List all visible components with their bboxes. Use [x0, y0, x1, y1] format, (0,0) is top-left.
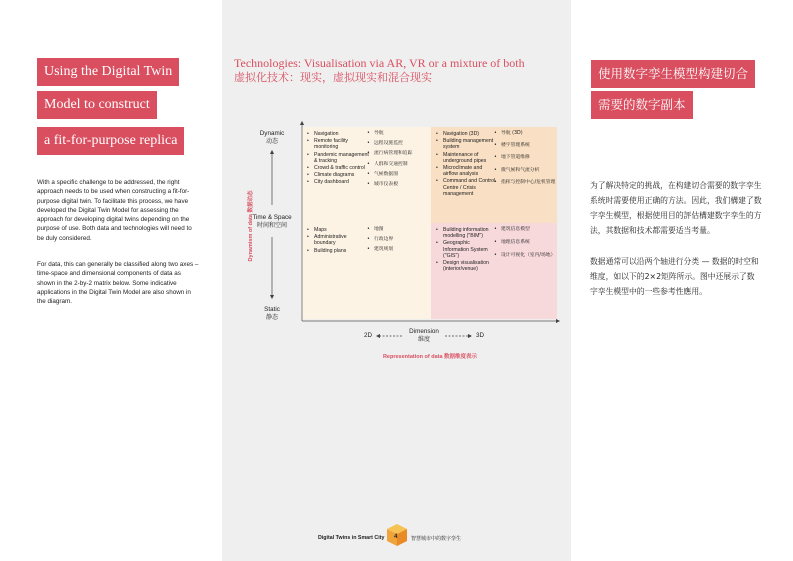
footer-right-text: 智慧城市中的数字孪生 — [411, 536, 462, 542]
list-item: • Navigation — [307, 131, 369, 137]
list-tl-cn — [367, 131, 429, 189]
list-item: • 导航 — [367, 131, 429, 137]
list-item: • 气候数据图 — [367, 172, 429, 178]
list-bl-en — [307, 227, 369, 255]
page-cube-icon — [386, 523, 408, 547]
list-item: • City dashboard — [307, 179, 369, 185]
list-tr-en — [436, 131, 496, 198]
right-paragraph-1: 为了解决特定的挑战，在构建切合需要的数字孪生系统时需要使用正确的方法。因此，我们構建了数字孪生模型，根据使用目的評估構建数字孪生的方法，其数据和技术都需要适当考量。 — [590, 181, 762, 235]
list-tr-cn — [494, 131, 556, 187]
list-item: • 流行病管理和追踪 — [367, 151, 429, 157]
list-item: • Navigation (3D) — [436, 131, 496, 137]
left-title-line-1: Using the Digital Twin — [37, 58, 179, 86]
list-item: • Maps — [307, 227, 369, 233]
list-item: • Climate diagrams — [307, 172, 369, 178]
list-item: • Building plans — [307, 248, 369, 254]
list-item: • Command and Control Centre / Crisis management — [436, 178, 496, 197]
list-item: • Administrative boundary — [307, 234, 369, 246]
list-item: • 远程设施监控 — [367, 141, 429, 147]
list-item: • 地理信息系统 — [494, 240, 556, 246]
page-number: 4 — [394, 534, 398, 540]
x-axis-title: Representation of data 数据维度表示 — [382, 354, 478, 360]
list-item: • 导航 (3D) — [494, 131, 556, 137]
right-title-line-2: 需要的数字副本 — [591, 91, 693, 119]
list-item: • Microclimate and airflow analysis — [436, 165, 496, 177]
y-mid-label: Time & Space 时间和空间 — [252, 214, 292, 229]
list-item: • Building information modelling ("BIM") — [436, 227, 496, 239]
list-bl-cn — [367, 227, 429, 255]
list-br-en — [436, 227, 496, 273]
list-item: • Maintenance of underground pipes — [436, 152, 496, 164]
y-bottom-label: Static 静态 — [264, 306, 280, 321]
list-item: • Design visualisation (interior/venue) — [436, 260, 496, 272]
list-item: • 微气候和气流分析 — [494, 168, 556, 174]
list-item: • 行政边界 — [367, 237, 429, 243]
list-tl-en — [307, 131, 369, 187]
left-title-line-3: a fit-for-purpose replica — [37, 127, 184, 155]
list-item: • 地图 — [367, 227, 429, 233]
list-item: • 设计可视化（室内/场地） — [494, 253, 556, 259]
middle-title-cn: 虚拟化技术：现实，虚拟现实和混合现实 — [234, 71, 432, 84]
list-item: • 建筑规划 — [367, 247, 429, 253]
x-center-label: Dimension 维度 — [409, 328, 439, 343]
y-top-label: Dynamic 动态 — [259, 130, 285, 145]
x-left-label: 2D — [363, 332, 373, 339]
middle-title-en: Technologies: Visualisation via AR, VR or a mixture of both — [234, 56, 525, 70]
right-paragraph-2: 数据通常可以沿两个轴进行分类 — 数据的时空和维度，如以下的2×2矩阵所示。图中还展示了数字孪生模型中的一些参考性應用。 — [590, 257, 759, 296]
left-paragraph-1: With a specific challenge to be addressed, the right approach needs to be used when constructing a fit-for-purpose digital twin. To facilitate this process, we have developed the Digital Twin Model for assessing the approach for developing digital twins depending on the purpose of use. Both data and technologies will need to be duly considered. — [37, 179, 192, 242]
list-item: • 城市仪表板 — [367, 182, 429, 188]
list-item: • Pandemic management & tracking — [307, 152, 369, 164]
list-item: • 建筑信息模型 — [494, 227, 556, 233]
list-br-cn — [494, 227, 556, 261]
y-axis-title: Dynamism of data 数据动态 — [248, 190, 254, 262]
list-item: • 人群和交通控制 — [367, 162, 429, 168]
list-item: • Geographic Information System ("GIS") — [436, 240, 496, 259]
left-paragraph-2: For data, this can generally be classified along two axes – time-space and dimensional components of data as shown in the 2-by-2 matrix below. Some indicative applications in the Digital Twin Model are also shown in the diagram. — [37, 261, 199, 306]
list-item: • 地下管道维修 — [494, 155, 556, 161]
right-title-line-1: 使用数字孪生模型构建切合 — [591, 60, 755, 88]
x-right-label: 3D — [475, 332, 485, 339]
list-item: • Building management system — [436, 138, 496, 150]
left-title-line-2: Model to construct — [37, 91, 157, 119]
list-item: • 楼宇管理系统 — [494, 143, 556, 149]
list-item: • Crowd & traffic control — [307, 165, 369, 171]
footer-left-text: Digital Twins in Smart City — [318, 535, 385, 541]
list-item: • Remote facility monitoring — [307, 138, 369, 150]
list-item: • 指挥与控制中心/危机管理 — [494, 180, 556, 186]
